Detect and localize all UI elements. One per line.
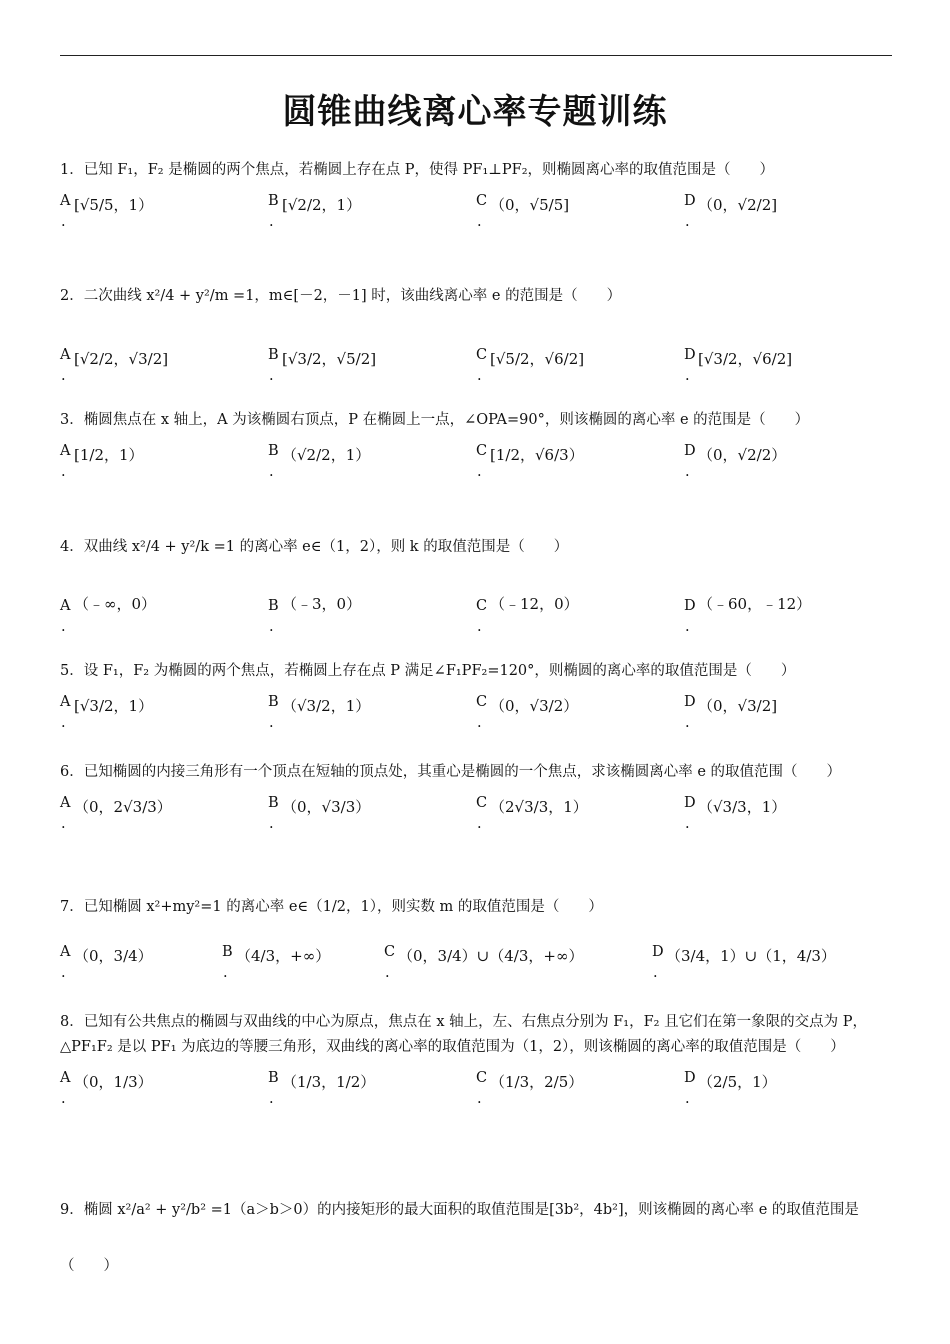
question-3: 3．椭圆焦点在 x 轴上，A 为该椭圆右顶点，P 在椭圆上一点，∠OPA=90°，则该椭圆的离心率 e 的范围是（ ） A . [1/2，1） B . （√2/2，1） C . [1/2，√6/3） D . （0，√2/2） xyxy=(60,408,892,483)
question-6: 6．已知椭圆的内接三角形有一个顶点在短轴的顶点处，其重心是椭圆的一个焦点，求该椭圆离心率 e 的取值范围（ ） A . （0，2√3/3） B . （0，√3/3） C . （2√3/3，1） D . （√3/3，1） xyxy=(60,760,892,835)
q4-option-c-value: （﹣12，0） xyxy=(490,594,579,613)
q2-option-c-value: [√5/2，√6/2] xyxy=(490,349,585,368)
q7-option-c-value: （0，3/4）∪（4/3，+∞） xyxy=(398,946,584,965)
q8-option-a-value: （0，1/3） xyxy=(74,1072,153,1091)
q8-option-b-value: （1/3，1/2） xyxy=(282,1072,376,1091)
question-9 xyxy=(60,1182,892,1294)
question-2-stem: 2．二次曲线 x²/4 + y²/m =1，m∈[－2，－1] 时，该曲线离心率 e 的范围是（ ） xyxy=(60,288,622,304)
question-6-stem: 6．已知椭圆的内接三角形有一个顶点在短轴的顶点处，其重心是椭圆的一个焦点，求该椭圆离心率 e 的取值范围（ ） xyxy=(60,764,842,780)
top-rule xyxy=(60,55,892,56)
question-8-stem: 8．已知有公共焦点的椭圆与双曲线的中心为原点，焦点在 x 轴上，左、右焦点分别为 F₁，F₂ 且它们在第一象限的交点为 P，△PF₁F₂ 是以 PF₁ 为底边的等腰三角形，双曲线的离心率的取值范围为（1，2），则该椭圆的离心率的取值范围是（ ） xyxy=(60,1014,867,1055)
q6-option-a-value: （0，2√3/3） xyxy=(74,797,172,816)
question-4: 4．双曲线 x²/4 + y²/k =1 的离心率 e∈（1，2），则 k 的取值范围是（ ） A . （﹣∞，0） B . （﹣3，0） C . （﹣12，0） D . （﹣60，﹣12） xyxy=(60,535,892,638)
question-1-stem: 1．已知 F₁，F₂ 是椭圆的两个焦点，若椭圆上存在点 P，使得 PF₁⊥PF₂，则椭圆离心率的取值范围是（ ） xyxy=(60,162,775,178)
q5-option-d-value: （0，√3/2] xyxy=(698,696,778,715)
q3-option-c-value: [1/2，√6/3） xyxy=(490,445,584,464)
q5-option-a-value: [√3/2，1） xyxy=(74,696,154,715)
q1-option-c-value: （0，√5/5] xyxy=(490,195,570,214)
q6-option-b-value: （0，√3/3） xyxy=(282,797,371,816)
question-8: 8．已知有公共焦点的椭圆与双曲线的中心为原点，焦点在 x 轴上，左、右焦点分别为 F₁，F₂ 且它们在第一象限的交点为 P，△PF₁F₂ 是以 PF₁ 为底边的等腰三角形，双曲线的离心率的取值范围为（1，2），则该椭圆的离心率的取值范围是（ ） A . （0，1/3） B . （1/3，1/2） C . （1/3，2/5） D . （2/5，1） xyxy=(60,1010,892,1110)
q2-option-d-value: [√3/2，√6/2] xyxy=(698,349,793,368)
q8-option-d-value: （2/5，1） xyxy=(698,1072,777,1091)
q6-option-d-value: （√3/3，1） xyxy=(698,797,787,816)
question-3-stem: 3．椭圆焦点在 x 轴上，A 为该椭圆右顶点，P 在椭圆上一点，∠OPA=90°，则该椭圆的离心率 e 的范围是（ ） xyxy=(60,412,810,428)
q3-option-b-value: （√2/2，1） xyxy=(282,445,371,464)
question-4-stem: 4．双曲线 x²/4 + y²/k =1 的离心率 e∈（1，2），则 k 的取值范围是（ ） xyxy=(60,539,569,555)
q4-option-b-value: （﹣3，0） xyxy=(282,594,362,613)
q1-option-b-value: [√2/2，1） xyxy=(282,195,362,214)
q6-option-c-value: （2√3/3，1） xyxy=(490,797,588,816)
q2-option-b-value: [√3/2，√5/2] xyxy=(282,349,377,368)
question-5: 5．设 F₁，F₂ 为椭圆的两个焦点，若椭圆上存在点 P 满足∠F₁PF₂=120°，则椭圆的离心率的取值范围是（ ） A . [√3/2，1） B . （√3/2，1） C . （0，√3/2） D . （0，√3/2] xyxy=(60,659,892,734)
q5-option-c-value: （0，√3/2） xyxy=(490,696,579,715)
q8-option-c-value: （1/3，2/5） xyxy=(490,1072,584,1091)
q7-option-b-value: （4/3，+∞） xyxy=(236,946,331,965)
q3-option-d-value: （0，√2/2） xyxy=(698,445,787,464)
q1-option-a-value: [√5/5，1） xyxy=(74,195,154,214)
q5-option-b-value: （√3/2，1） xyxy=(282,696,371,715)
question-5-stem: 5．设 F₁，F₂ 为椭圆的两个焦点，若椭圆上存在点 P 满足∠F₁PF₂=120°，则椭圆的离心率的取值范围是（ ） xyxy=(60,663,796,679)
page-title: 圆锥曲线离心率专题训练 xyxy=(282,92,668,132)
q3-option-a-value: [1/2，1） xyxy=(74,445,144,464)
question-7-stem: 7．已知椭圆 x²+my²=1 的离心率 e∈（1/2，1），则实数 m 的取值范围是（ ） xyxy=(60,899,603,915)
q4-option-d-value: （﹣60，﹣12） xyxy=(698,594,812,613)
q2-option-a-value: [√2/2，√3/2] xyxy=(74,349,169,368)
q1-option-d-value: （0，√2/2] xyxy=(698,195,778,214)
question-1: 1．已知 F₁，F₂ 是椭圆的两个焦点，若椭圆上存在点 P，使得 PF₁⊥PF₂，则椭圆离心率的取值范围是（ ） A . [√5/5，1） B . [√2/2，1） C . （0，√5/5] D . （0，√2/2] xyxy=(60,158,892,233)
q7-option-d-value: （3/4，1）∪（1，4/3） xyxy=(666,946,836,965)
question-7: 7．已知椭圆 x²+my²=1 的离心率 e∈（1/2，1），则实数 m 的取值范围是（ ） A . （0，3/4） B . （4/3，+∞） C . （0，3/4）∪（4/3，+∞） D . （3/4，1）∪（1，4/3） xyxy=(60,895,892,984)
q7-option-a-value: （0，3/4） xyxy=(74,946,153,965)
q4-option-a-value: （﹣∞，0） xyxy=(74,594,157,613)
question-2: 2．二次曲线 x²/4 + y²/m =1，m∈[－2，－1] 时，该曲线离心率 e 的范围是（ ） A . [√2/2，√3/2] B . [√3/2，√5/2] C . [√5/2，√6/2] D . [√3/2，√6/2] xyxy=(60,284,892,387)
question-9-stem: 9．椭圆 x²/a² + y²/b² =1（a＞b＞0）的内接矩形的最大面积的取值范围是[3b²，4b²]，则该椭圆的离心率 e 的取值范围是（ ） xyxy=(60,1202,859,1274)
